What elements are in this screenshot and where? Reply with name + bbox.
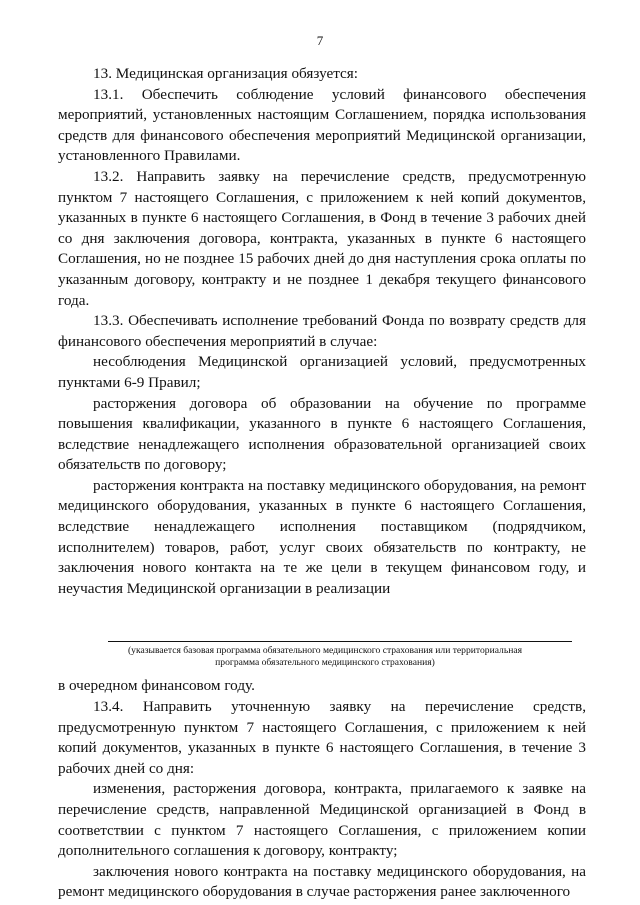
clause-13-4-case-2: заключения нового контракта на поставку медицинского оборудования, на ремонт медицинского оборудования в случае расторжения ранее заключенного [58,862,586,901]
clause-13-4-case-1: изменения, расторжения договора, контракта, прилагаемого к заявке на перечисление средств, направленной Медицинской организацией в Фонд в соответствии с пунктом 7 настоящего Соглашения, с приложением копии дополнительного соглашения к договору, контракту; [58,780,586,860]
clause-13-heading: 13. Медицинская организация обязуется: [93,65,358,82]
clause-13-3: 13.3. Обеспечивать исполнение требований Фонда по возврату средств для финансового обеспечения мероприятий в случае: [58,312,586,350]
clause-13-4: 13.4. Направить уточненную заявку на перечисление средств, предусмотренную пунктом 7 настоящего Соглашения, с приложением к ней копий документов, указанных в пункте 6 настоящего Соглашения, в течение 3 рабочих дней со дня: [58,698,586,777]
clause-13-3-case-1: несоблюдения Медицинской организацией условий, предусмотренных пунктами 6-9 Правил; [58,353,586,391]
fill-in-blank-line [108,599,572,642]
clause-13-3-case-3: расторжения контракта на поставку медицинского оборудования, на ремонт медицинского оборудования, указанных в пункте 6 настоящего Соглашения, вследствие ненадлежащего исполнения поставщиком (подрядчиком, исполнителем) товаров, работ, услуг своих обязательств по контракту, не заключения нового контакта на те же цели в текущем финансовом году, и неучастия Медицинской организации в реализации [58,476,586,597]
page-number: 7 [316,33,324,48]
clause-13-1: 13.1. Обеспечить соблюдение условий финансового обеспечения мероприятий, установленных настоящим Соглашением, порядка использования средств для финансового обеспечения мероприятий Медицинской организации, установленного Правилами. [58,85,586,165]
clause-13-3-case-2: расторжения договора об образовании на обучение по программе повышения квалификации, указанного в пункте 6 настоящего Соглашения, вследствие ненадлежащего исполнения образовательной организацией своих обязательств по договору; [58,394,586,474]
blank-line-caption [58,645,586,669]
clause-13-2: 13.2. Направить заявку на перечисление средств, предусмотренную пунктом 7 настоящего Соглашения, с приложением к ней копий документов, указанных в пункте 6 настоящего Соглашения, в Фонд в течение 3 рабочих дней со дня заключения договора, контракта, указанных в пункте 6 настоящего Соглашения, но не позднее 15 рабочих дней до дня наступления срока оплаты по указанным договору, контракту и не позднее 1 декабря текущего финансового года. [58,167,586,309]
caption-line-1: (указывается базовая программа обязательного медицинского страхования или территориальная [127,645,523,657]
continuation-line: в очередном финансовом году. [58,677,255,695]
caption-line-2: программа обязательного медицинского страхования) [215,657,435,669]
document-body [58,64,586,903]
